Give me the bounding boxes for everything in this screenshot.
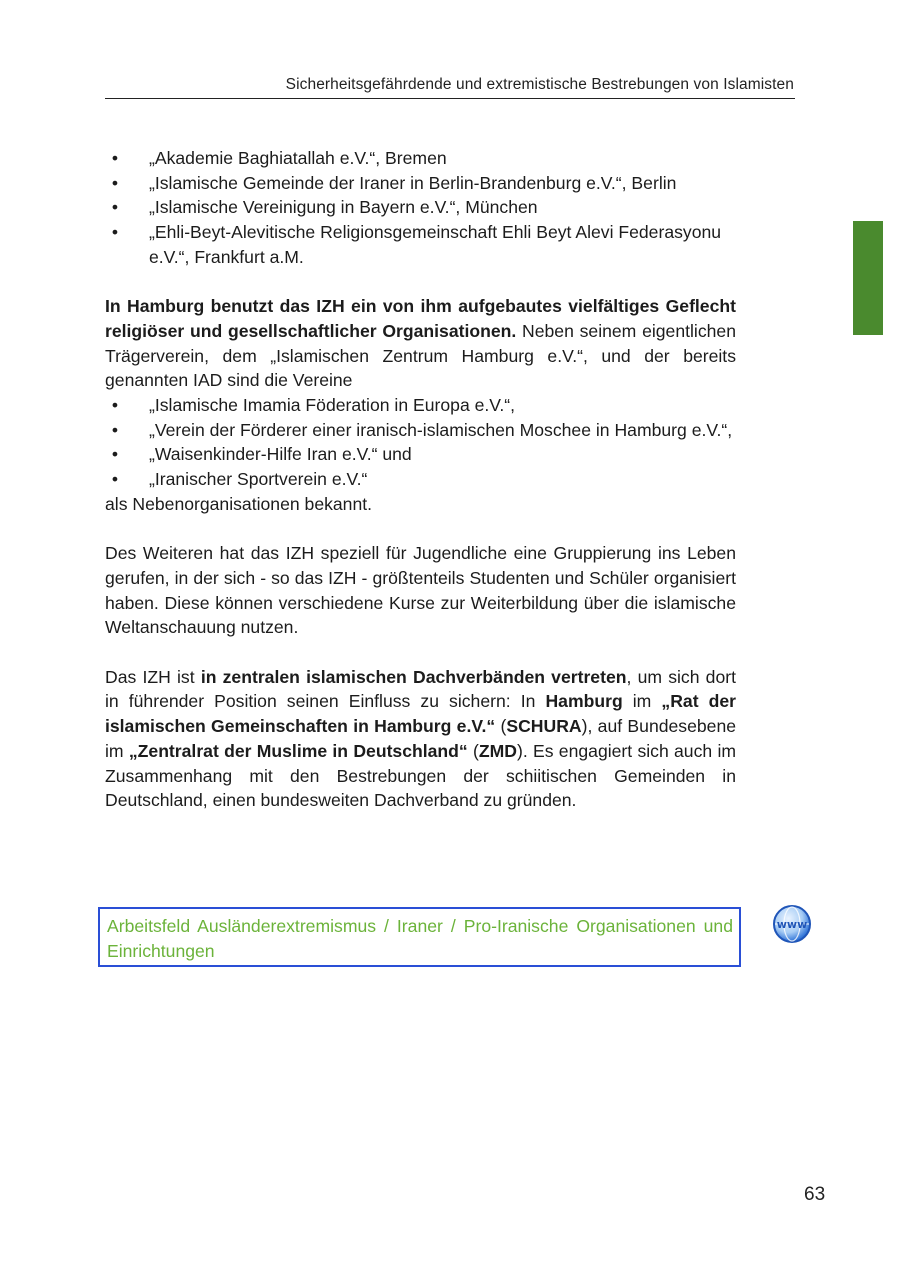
list-item-text: „Waisenkinder-Hilfe Iran e.V.“ und <box>149 444 412 465</box>
web-reference-text[interactable]: Arbeitsfeld Ausländerextremismus / Iraner / Pro-Iranische Organisationen und Einrichtungen <box>107 916 733 961</box>
list-item: • „Ehli-Beyt-Alevitische Religionsgemeinschaft Ehli Beyt Alevi Federasyonu e.V.“, Frankfurt a.M. <box>111 222 722 267</box>
list-item: • „Waisenkinder-Hilfe Iran e.V.“ und <box>111 444 412 465</box>
organization-list-2 <box>105 393 736 492</box>
list-item: • „Verein der Förderer einer iranisch-islamischen Moschee in Hamburg e.V.“, <box>111 419 733 440</box>
page-number: 63 <box>804 1184 826 1205</box>
bold-text: In Hamburg benutzt das IZH ein von ihm aufgebautes vielfältiges Geflecht religiöser und gesellschaftlicher Organisationen. <box>105 296 736 341</box>
www-globe-icon[interactable] <box>772 904 812 944</box>
list-item: • „Islamische Imamia Föderation in Europa e.V.“, <box>111 395 516 416</box>
list-item-text: „Verein der Förderer einer iranisch-islamischen Moschee in Hamburg e.V.“, <box>149 419 733 440</box>
list-item-text: „Akademie Baghiatallah e.V.“, Bremen <box>149 148 447 168</box>
chapter-tab-marker <box>853 221 883 335</box>
list-item: • „Iranischer Sportverein e.V.“ <box>111 469 368 490</box>
list-item-text: „Ehli-Beyt-Alevitische Religionsgemeinschaft Ehli Beyt Alevi Federasyonu e.V.“, Frankfurt a.M. <box>149 222 722 267</box>
www-label: www <box>776 918 808 931</box>
paragraph-youth: Des Weiteren hat das IZH speziell für Jugendliche eine Gruppierung ins Leben gerufen, in der sich - so das IZH - größtenteils Studenten und Schüler organisiert haben. Diese können verschiedene Kurse zur Weiterbildung über die islamische Weltanschauung nutzen. <box>105 543 736 638</box>
running-header: Sicherheitsgefährdende und extremistische Bestrebungen von Islamisten <box>285 76 794 93</box>
list-item: • „Akademie Baghiatallah e.V.“, Bremen <box>111 148 447 168</box>
organization-list-1 <box>105 146 736 270</box>
list-item-text: „Islamische Imamia Föderation in Europa e.V.“, <box>149 395 516 416</box>
list-item-text: „Iranischer Sportverein e.V.“ <box>149 469 368 490</box>
main-content <box>105 146 736 813</box>
paragraph-umbrella: Das IZH ist in zentralen islamischen Dachverbänden vertreten, um sich dort in führender Position seinen Einfluss zu sichern: In Hamburg im „Rat der islamischen Gemeinschaften in Hamburg e.V.“ (SCHURA), auf Bundesebene im „Zentralrat der Muslime in Deutschland“ (ZMD). Es engagiert sich auch im Zusammenhang mit den Bestrebungen der schiitischen Gemeinden in Deutschland, einen bundesweiten Dachverband zu gründen. <box>105 666 737 811</box>
list-item-text: „Islamische Gemeinde der Iraner in Berlin-Brandenburg e.V.“, Berlin <box>149 172 677 193</box>
list-item-text: „Islamische Vereinigung in Bayern e.V.“, München <box>149 197 538 218</box>
list-item: • „Islamische Gemeinde der Iraner in Berlin-Brandenburg e.V.“, Berlin <box>111 172 677 193</box>
web-reference-link[interactable] <box>98 907 741 967</box>
paragraph-hamburg: In Hamburg benutzt das IZH ein von ihm aufgebautes vielfältiges Geflecht religiöser und gesellschaftlicher Organisationen. Neben seinem eigentlichen Trägerverein, dem „Islamischen Zentrum Hamburg e.V.“, und der bereits genannten IAD sind die Vereine <box>105 296 736 391</box>
list-item: • „Islamische Vereinigung in Bayern e.V.“, München <box>111 197 538 218</box>
list-trailer: als Nebenorganisationen bekannt. <box>105 493 373 514</box>
header-rule <box>105 98 795 99</box>
